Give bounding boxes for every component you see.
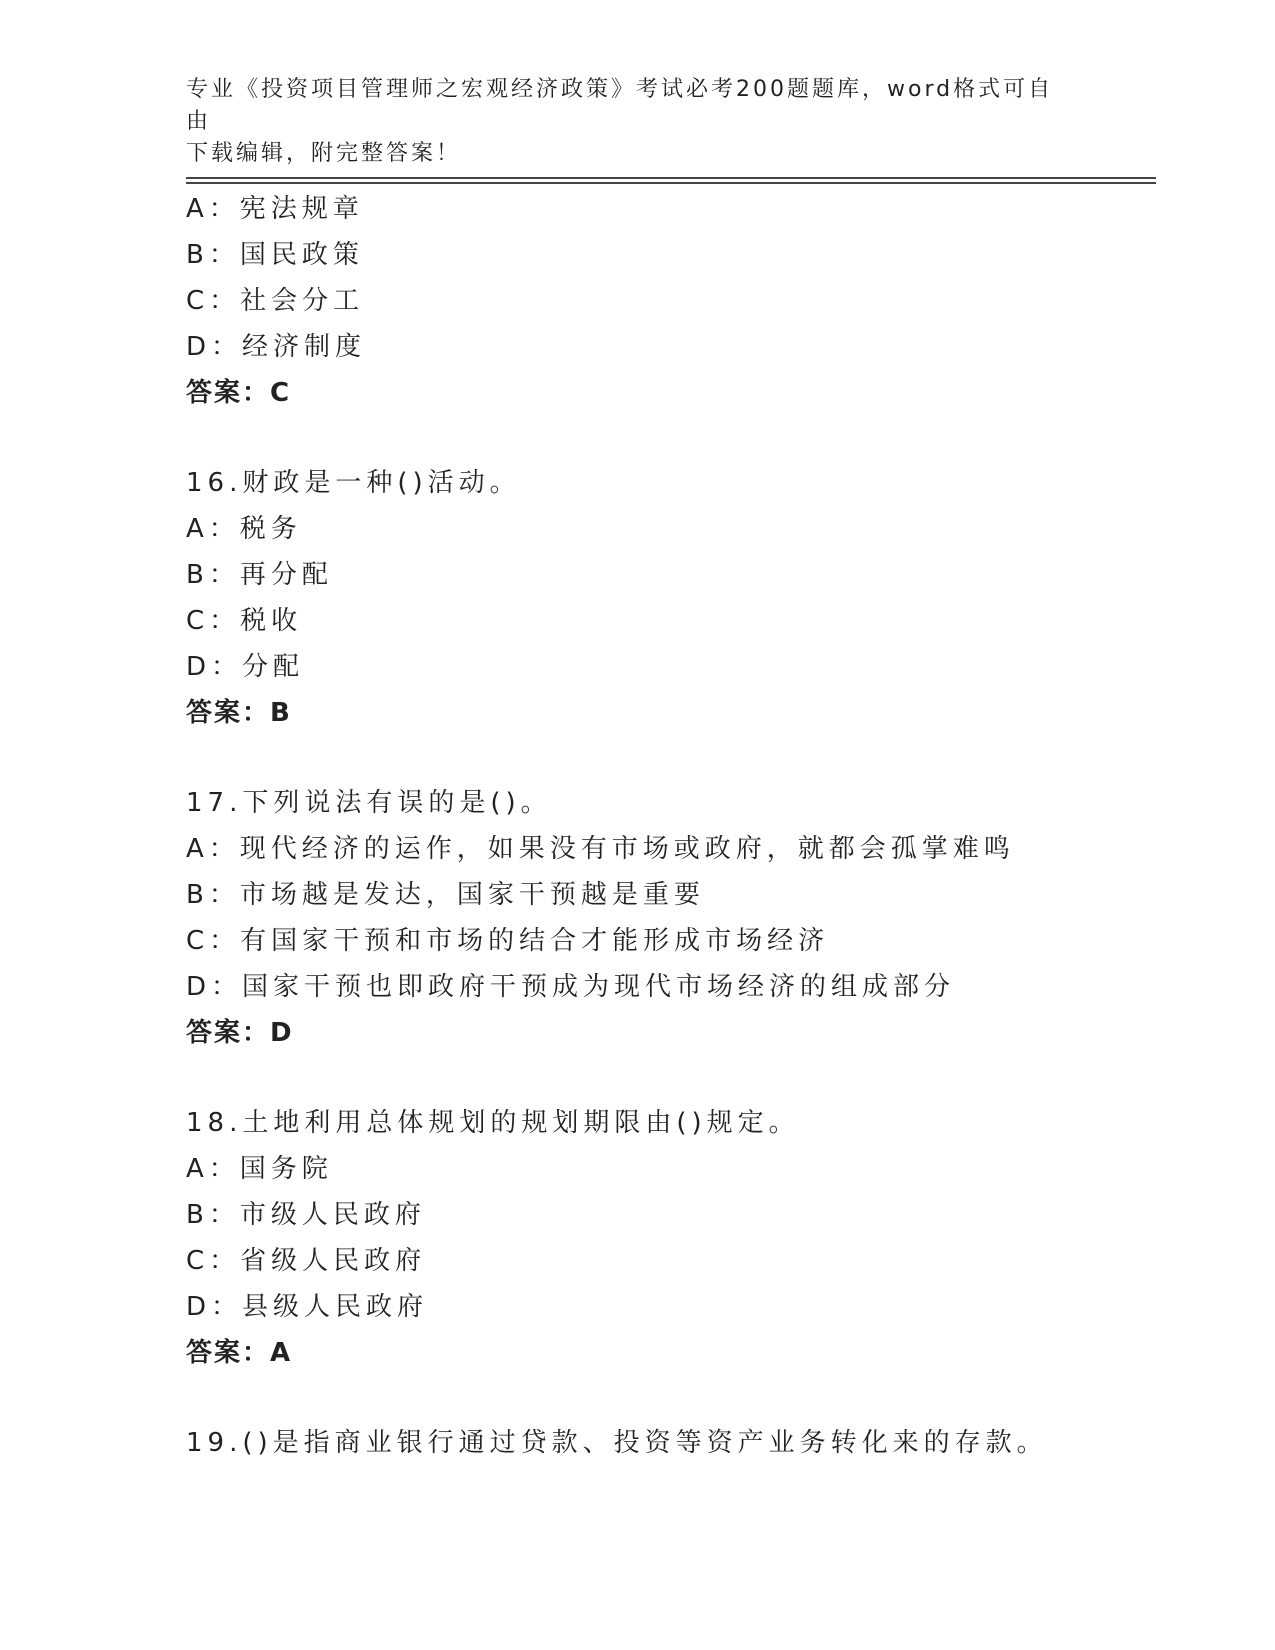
document-header (186, 74, 1066, 170)
question-text: 19.()是指商业银行通过贷款、投资等资产业务转化来的存款。 (186, 1428, 1048, 1458)
option-c: C：税收 (186, 606, 303, 636)
option-b: B：市场越是发达，国家干预越是重要 (186, 880, 705, 910)
option-a: A：税务 (186, 514, 302, 544)
question-text: 16.财政是一种()活动。 (186, 468, 521, 498)
question-list (186, 186, 1176, 1466)
option-d: D：分配 (186, 652, 305, 682)
option-d: D：县级人民政府 (186, 1292, 429, 1322)
answer: 答案：D (186, 1018, 294, 1048)
option-d: D：国家干预也即政府干预成为现代市场经济的组成部分 (186, 972, 956, 1002)
option-b: B：市级人民政府 (186, 1200, 426, 1230)
question-block (186, 780, 1176, 1056)
header-line-1: 专业《投资项目管理师之宏观经济政策》考试必考200题题库，word格式可自由 (186, 77, 1054, 134)
question-block (186, 186, 1176, 416)
answer: 答案：C (186, 378, 292, 408)
question-block (186, 1420, 1176, 1466)
option-c: C：省级人民政府 (186, 1246, 427, 1276)
question-text: 18.土地利用总体规划的规划期限由()规定。 (186, 1108, 800, 1138)
option-b: B：国民政策 (186, 240, 364, 270)
option-b: B：再分配 (186, 560, 333, 590)
option-c: C：社会分工 (186, 286, 365, 316)
option-d: D：经济制度 (186, 332, 367, 362)
header-line-2: 下载编辑，附完整答案！ (186, 141, 462, 166)
question-text: 17.下列说法有误的是()。 (186, 788, 552, 818)
option-c: C：有国家干预和市场的结合才能形成市场经济 (186, 926, 830, 956)
option-a: A：现代经济的运作，如果没有市场或政府，就都会孤掌难鸣 (186, 834, 1015, 864)
option-a: A：宪法规章 (186, 194, 364, 224)
answer: 答案：B (186, 698, 292, 728)
answer: 答案：A (186, 1338, 293, 1368)
question-block (186, 1100, 1176, 1376)
header-divider-top (186, 177, 1156, 179)
question-block (186, 460, 1176, 736)
option-a: A：国务院 (186, 1154, 333, 1184)
header-divider-bottom (186, 182, 1156, 184)
